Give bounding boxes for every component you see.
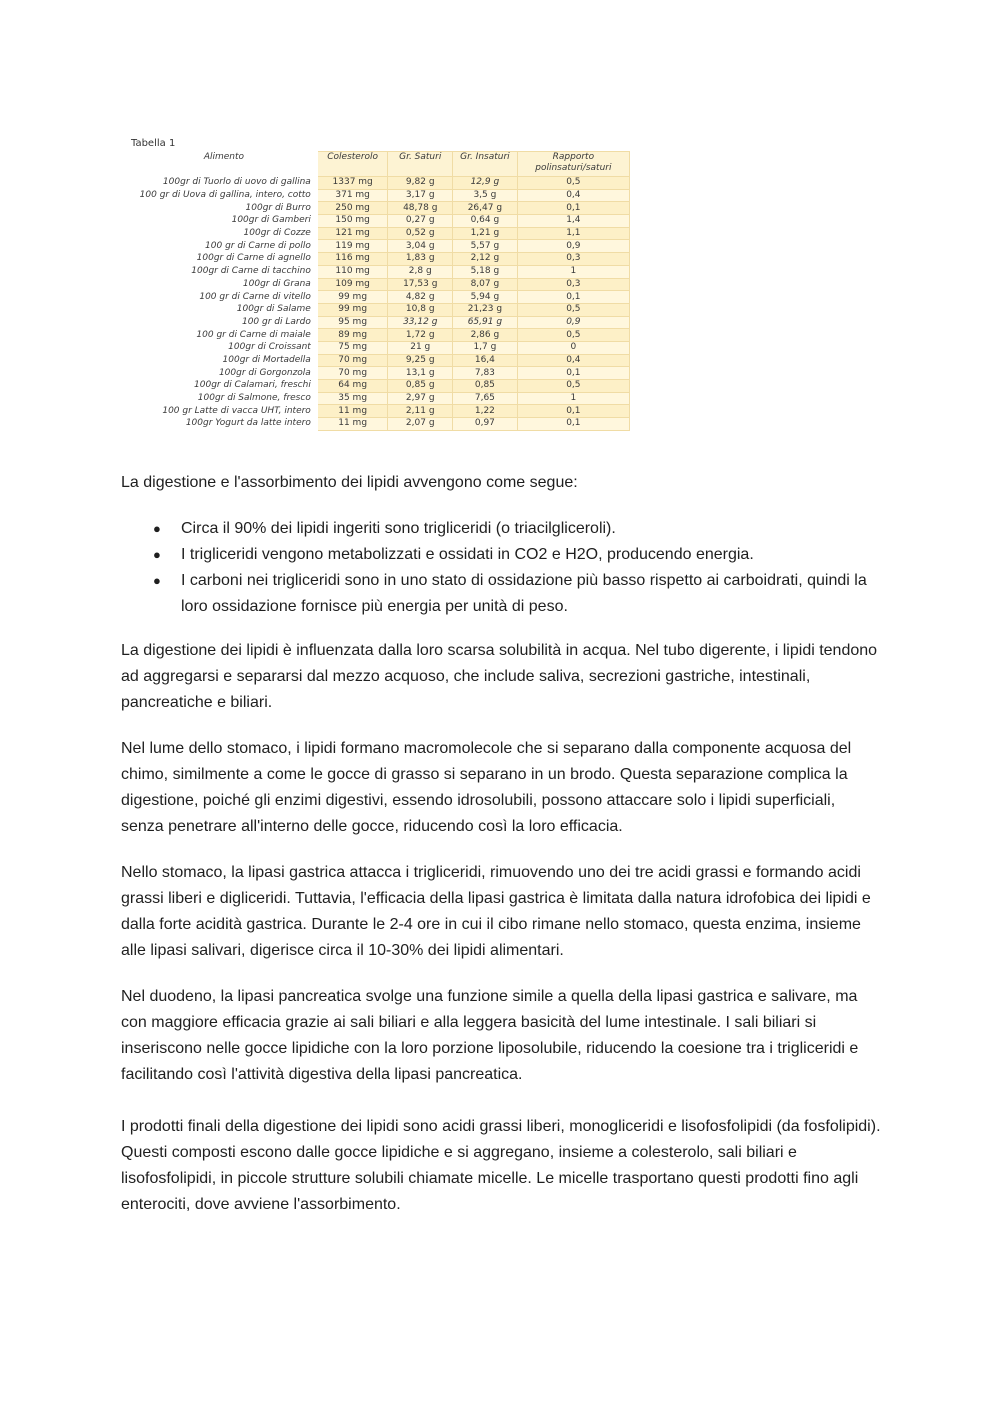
cell-alimento: 100gr di Croissant [131,341,318,354]
cell-colesterolo: 95 mg [317,316,388,329]
cell-saturi: 3,04 g [388,240,453,253]
cell-rapporto: 1 [517,265,629,278]
cell-alimento: 100gr di Gorgonzola [131,367,318,380]
cell-saturi: 0,85 g [388,380,453,393]
cell-insaturi: 12,9 g [453,177,518,190]
table-row [131,177,630,190]
cell-saturi: 2,07 g [388,418,453,431]
cell-colesterolo: 99 mg [317,291,388,304]
header-alimento: Alimento [131,152,318,177]
cell-rapporto: 0,9 [517,316,629,329]
table-header-row [131,152,630,177]
cell-insaturi: 8,07 g [453,278,518,291]
cell-saturi: 10,8 g [388,303,453,316]
cell-alimento: 100gr di Salame [131,303,318,316]
cell-colesterolo: 89 mg [317,329,388,342]
cell-colesterolo: 250 mg [317,202,388,215]
cell-insaturi: 2,12 g [453,253,518,266]
cell-alimento: 100 gr Latte di vacca UHT, intero [131,405,318,418]
cell-alimento: 100gr di Calamari, freschi [131,380,318,393]
cell-insaturi: 7,65 [453,392,518,405]
header-rapporto: Rapporto polinsaturi/saturi [517,152,629,177]
cell-alimento: 100gr di Mortadella [131,354,318,367]
paragraph-final-products: I prodotti finali della digestione dei lipidi sono acidi grassi liberi, monogliceridi e lisofosfolipidi (da fosfolipidi). Questi composti escono dalle gocce lipidiche e si aggregano, insieme a colesterolo, sali biliari e lisofosfolipidi, in piccole strutture solubili chiamate micelle. Le micelle trasportano questi prodotti fino agli enterociti, dove avviene l'assorbimento. [121,1118,881,1213]
cell-alimento: 100 gr di Carne di maiale [131,329,318,342]
cell-insaturi: 16,4 [453,354,518,367]
cell-saturi: 1,83 g [388,253,453,266]
cell-saturi: 3,17 g [388,189,453,202]
cell-rapporto: 0 [517,341,629,354]
cell-alimento: 100gr di Burro [131,202,318,215]
cell-alimento: 100gr di Salmone, fresco [131,392,318,405]
cell-rapporto: 0,4 [517,189,629,202]
table-row [131,240,630,253]
cell-rapporto: 0,1 [517,291,629,304]
cell-rapporto: 1 [517,392,629,405]
nutrition-table [130,151,630,431]
intro-paragraph: La digestione e l'assorbimento dei lipidi avvengono come segue: [121,474,578,491]
cell-alimento: 100gr di Tuorlo di uovo di gallina [131,177,318,190]
cell-insaturi: 0,64 g [453,215,518,228]
paragraph-stomach-lumen: Nel lume dello stomaco, i lipidi formano macromolecole che si separano dalla componente acquosa del chimo, similmente a come le gocce di grasso si separano in un brodo. Questa separazione complica la digestione, poiché gli enzimi digestivi, essendo idrosolubili, possono attaccare solo i lipidi superficiali, senza penetrare all'interno delle gocce, riducendo così la loro efficacia. [121,740,852,835]
table-row [131,189,630,202]
cell-saturi: 21 g [388,341,453,354]
cell-insaturi: 5,94 g [453,291,518,304]
cell-rapporto: 1,1 [517,227,629,240]
table-caption: Tabella 1 [131,138,176,149]
cell-colesterolo: 11 mg [317,418,388,431]
cell-alimento: 100gr di Cozze [131,227,318,240]
cell-rapporto: 0,1 [517,367,629,380]
list-item: ● I carboni nei trigliceridi sono in uno stato di ossidazione più basso rispetto ai carboidrati, quindi la loro ossidazione fornisce più energia per unità di peso. [181,568,881,620]
cell-insaturi: 5,18 g [453,265,518,278]
cell-colesterolo: 109 mg [317,278,388,291]
cell-saturi: 9,82 g [388,177,453,190]
cell-insaturi: 3,5 g [453,189,518,202]
table-row [131,367,630,380]
table-row [131,316,630,329]
cell-insaturi: 1,7 g [453,341,518,354]
cell-colesterolo: 119 mg [317,240,388,253]
cell-saturi: 4,82 g [388,291,453,304]
cell-insaturi: 26,47 g [453,202,518,215]
table-row [131,202,630,215]
cell-saturi: 2,8 g [388,265,453,278]
cell-saturi: 0,27 g [388,215,453,228]
table-body [131,177,630,431]
table-row [131,265,630,278]
cell-insaturi: 2,86 g [453,329,518,342]
nutrition-table-figure [130,138,630,431]
bullet-list [121,516,881,620]
paragraph-solubility: La digestione dei lipidi è influenzata dalla loro scarsa solubilità in acqua. Nel tubo digerente, i lipidi tendono ad aggregarsi e separarsi dal mezzo acquoso, che include saliva, secrezioni gastriche, intestinali, pancreatiche e biliari. [121,642,878,711]
list-item: ● I trigliceridi vengono metabolizzati e ossidati in CO2 e H2O, producendo energia. [181,542,881,568]
cell-saturi: 33,12 g [388,316,453,329]
table-row [131,392,630,405]
list-item: ● Circa il 90% dei lipidi ingeriti sono trigliceridi (o triacilgliceroli). [181,516,881,542]
cell-alimento: 100 gr di Uova di gallina, intero, cotto [131,189,318,202]
cell-insaturi: 1,22 [453,405,518,418]
cell-alimento: 100gr di Grana [131,278,318,291]
cell-insaturi: 65,91 g [453,316,518,329]
cell-rapporto: 0,5 [517,380,629,393]
table-row [131,215,630,228]
cell-rapporto: 0,1 [517,202,629,215]
header-colesterolo: Colesterolo [317,152,388,177]
table-row [131,253,630,266]
cell-colesterolo: 1337 mg [317,177,388,190]
cell-colesterolo: 99 mg [317,303,388,316]
table-row [131,227,630,240]
cell-alimento: 100 gr di Carne di vitello [131,291,318,304]
cell-saturi: 2,11 g [388,405,453,418]
cell-alimento: 100gr di Carne di tacchino [131,265,318,278]
cell-alimento: 100 gr di Lardo [131,316,318,329]
cell-rapporto: 0,5 [517,177,629,190]
cell-alimento: 100 gr di Carne di pollo [131,240,318,253]
table-row [131,380,630,393]
cell-insaturi: 5,57 g [453,240,518,253]
cell-colesterolo: 110 mg [317,265,388,278]
cell-saturi: 0,52 g [388,227,453,240]
table-row [131,354,630,367]
cell-colesterolo: 70 mg [317,354,388,367]
cell-insaturi: 0,97 [453,418,518,431]
table-row [131,418,630,431]
cell-colesterolo: 121 mg [317,227,388,240]
cell-insaturi: 21,23 g [453,303,518,316]
paragraph-gastric-lipase: Nello stomaco, la lipasi gastrica attacca i trigliceridi, rimuovendo uno dei tre acidi grassi e formando acidi grassi liberi e digliceridi. Tuttavia, l'efficacia della lipasi gastrica è limitata dalla natura idrofobica dei lipidi e dalla forte acidità gastrica. Durante le 2-4 ore in cui il cibo rimane nello stomaco, questa enzima, insieme alle lipasi salivari, digerisce circa il 10-30% dei lipidi alimentari. [121,864,871,959]
cell-rapporto: 0,5 [517,329,629,342]
cell-colesterolo: 75 mg [317,341,388,354]
cell-saturi: 1,72 g [388,329,453,342]
cell-colesterolo: 11 mg [317,405,388,418]
header-saturi: Gr. Saturi [388,152,453,177]
cell-colesterolo: 371 mg [317,189,388,202]
cell-saturi: 17,53 g [388,278,453,291]
cell-insaturi: 7,83 [453,367,518,380]
cell-rapporto: 0,3 [517,278,629,291]
cell-rapporto: 1,4 [517,215,629,228]
cell-alimento: 100gr di Gamberi [131,215,318,228]
cell-rapporto: 0,1 [517,418,629,431]
cell-colesterolo: 35 mg [317,392,388,405]
table-row [131,341,630,354]
cell-colesterolo: 150 mg [317,215,388,228]
cell-saturi: 2,97 g [388,392,453,405]
cell-saturi: 13,1 g [388,367,453,380]
cell-rapporto: 0,5 [517,303,629,316]
cell-insaturi: 0,85 [453,380,518,393]
cell-insaturi: 1,21 g [453,227,518,240]
document-body [121,470,881,1238]
cell-colesterolo: 70 mg [317,367,388,380]
cell-alimento: 100gr di Carne di agnello [131,253,318,266]
header-insaturi: Gr. Insaturi [453,152,518,177]
cell-saturi: 48,78 g [388,202,453,215]
cell-colesterolo: 64 mg [317,380,388,393]
table-row [131,278,630,291]
cell-rapporto: 0,9 [517,240,629,253]
cell-colesterolo: 116 mg [317,253,388,266]
table-row [131,291,630,304]
table-row [131,405,630,418]
table-row [131,303,630,316]
cell-rapporto: 0,3 [517,253,629,266]
table-row [131,329,630,342]
cell-rapporto: 0,4 [517,354,629,367]
paragraph-duodenum: Nel duodeno, la lipasi pancreatica svolge una funzione simile a quella della lipasi gastrica e salivare, ma con maggiore efficacia grazie ai sali biliari e alla leggera basicità del lume intestinale. I sali biliari si inseriscono nelle gocce lipidiche con la loro porzione liposolubile, riducendo la coesione tra i trigliceridi e facilitando così l'attività digestiva della lipasi pancreatica. [121,988,859,1083]
cell-rapporto: 0,1 [517,405,629,418]
cell-alimento: 100gr Yogurt da latte intero [131,418,318,431]
cell-saturi: 9,25 g [388,354,453,367]
